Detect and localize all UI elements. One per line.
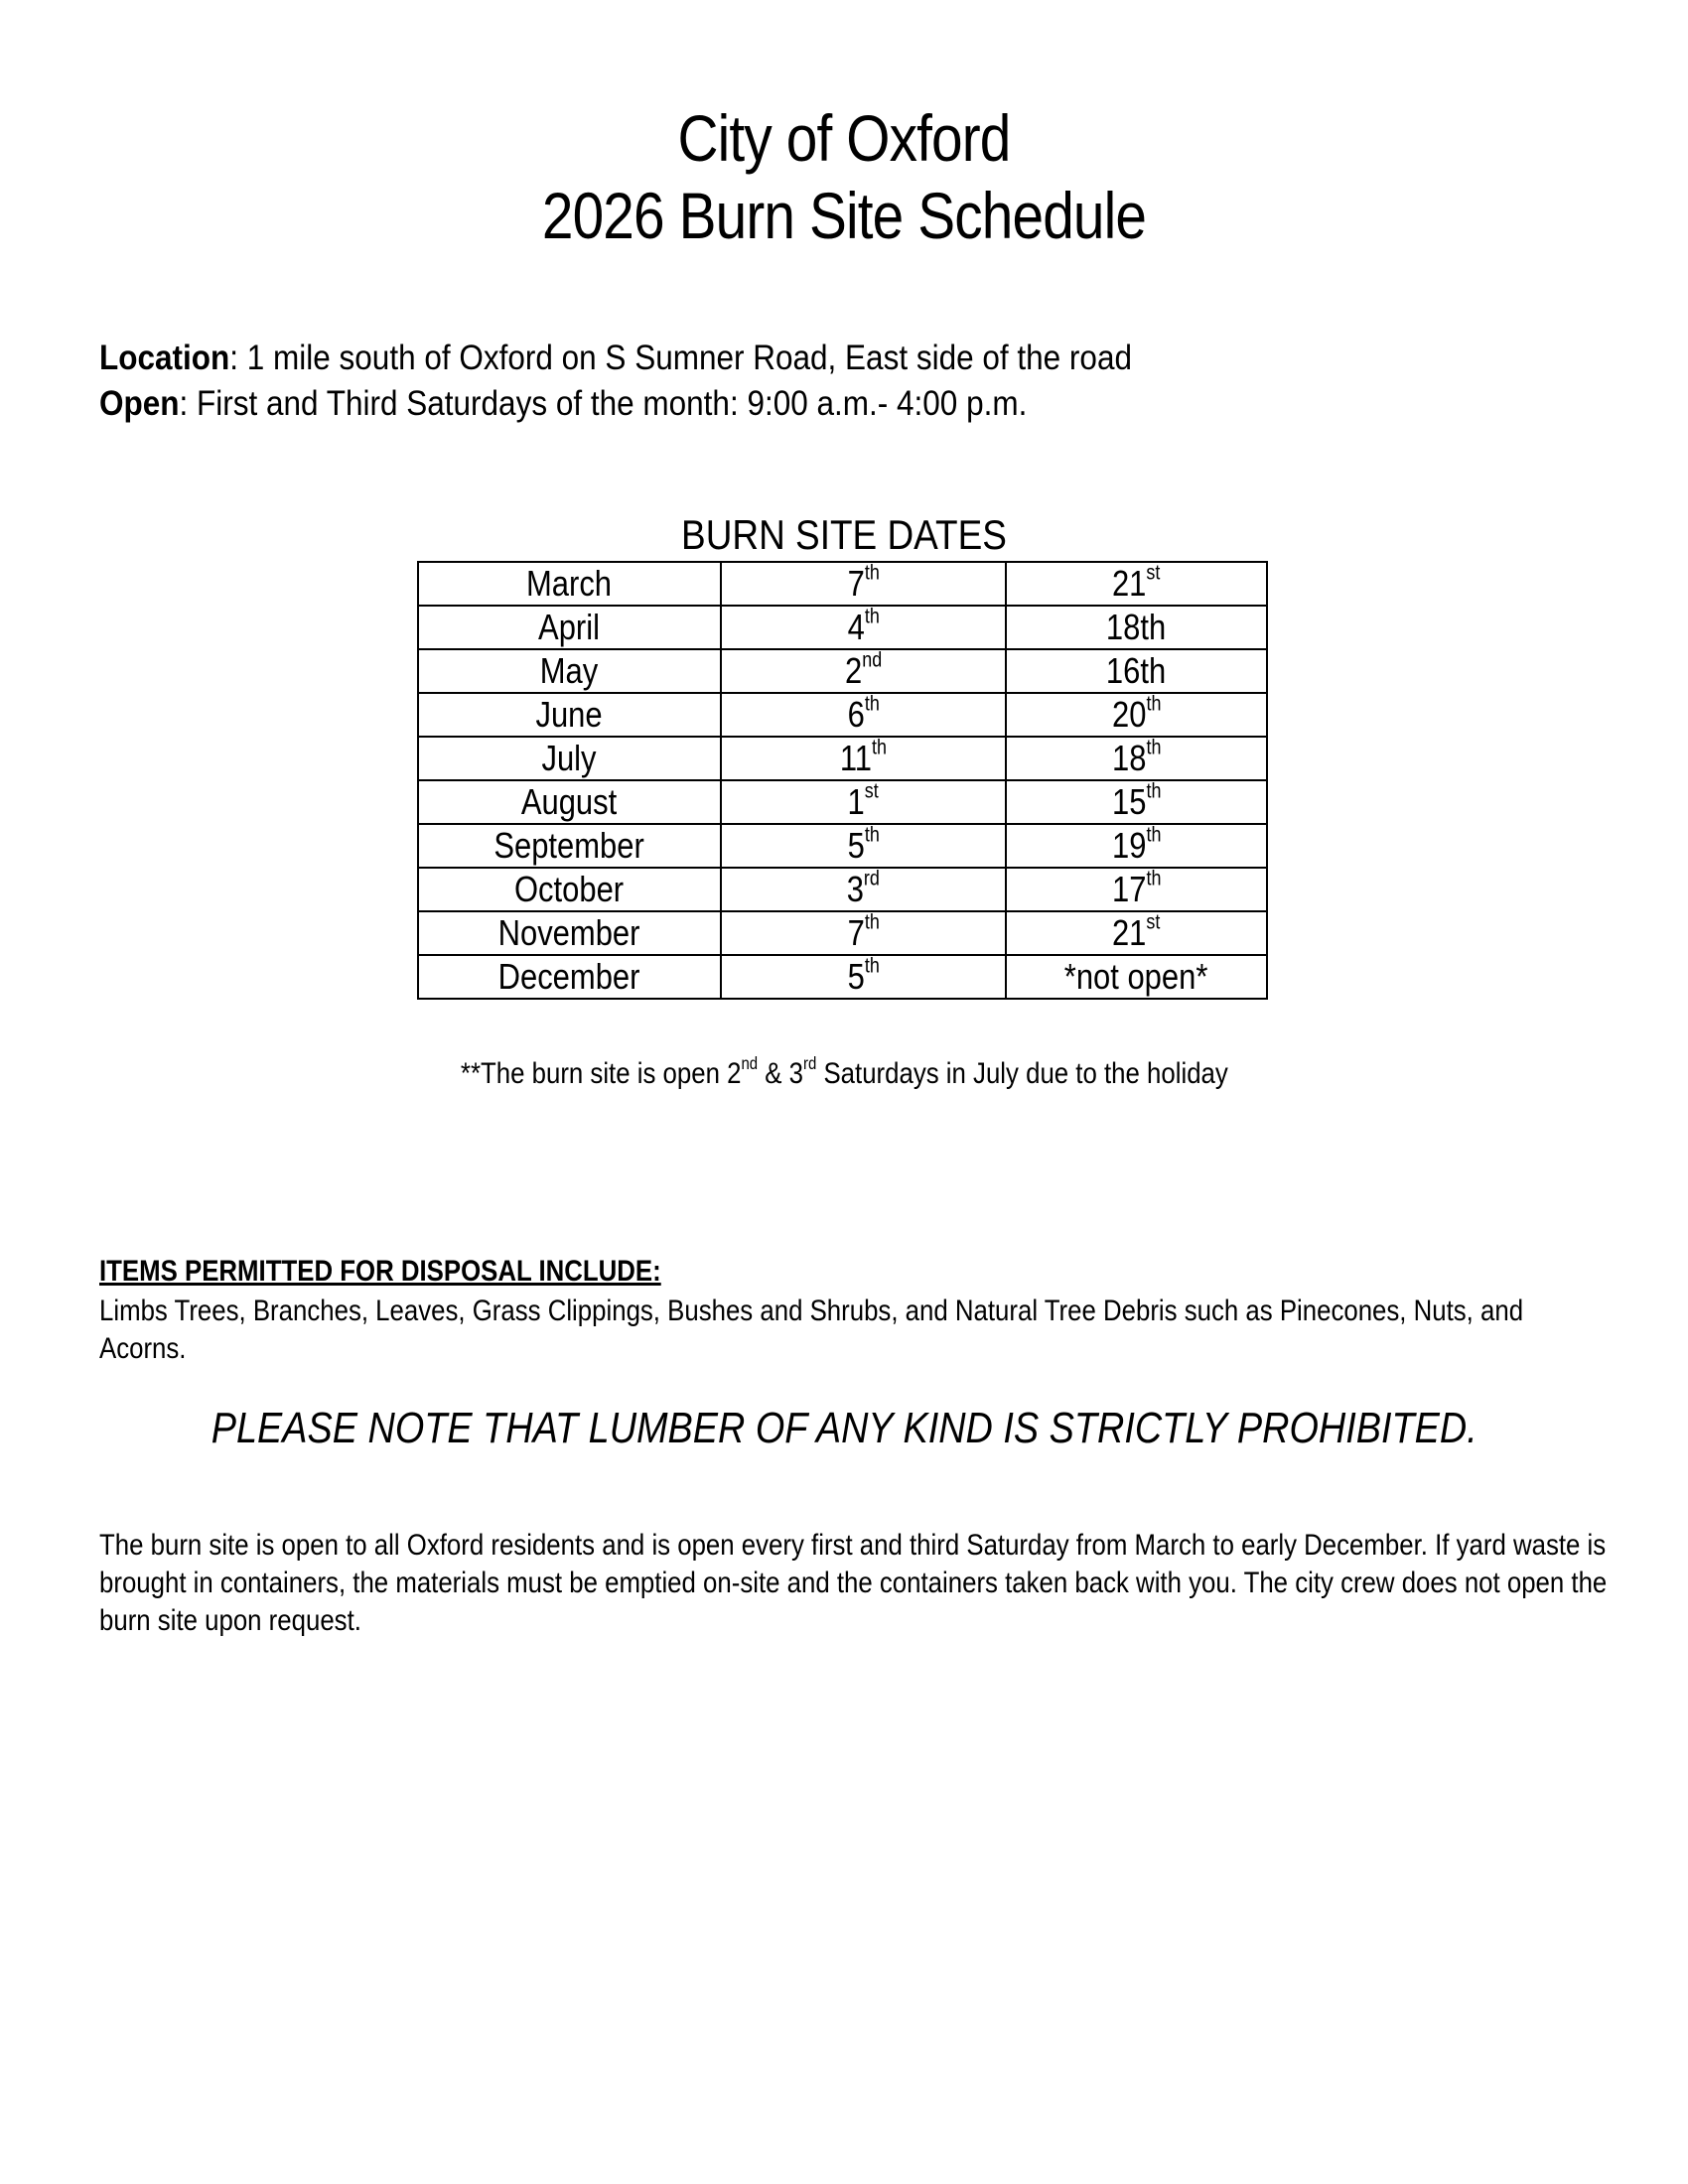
second-date-cell-value: 18 [1111, 738, 1147, 778]
page-title [0, 99, 1688, 254]
month-cell [418, 606, 721, 649]
month-cell [418, 780, 721, 824]
second-date-cell-value: 17 [1111, 869, 1147, 909]
second-date-cell-suffix: th [1146, 779, 1162, 803]
footnote-sup2: rd [802, 1053, 816, 1074]
second-date-cell-value: 20 [1111, 694, 1147, 735]
month-cell-value: December [498, 956, 640, 997]
second-date-cell [1006, 868, 1267, 911]
second-date-cell-value: 18th [1106, 607, 1167, 647]
second-date-cell-value: 15 [1111, 781, 1147, 822]
second-date-cell-suffix: th [1146, 692, 1162, 716]
second-date-cell-suffix: th [1146, 823, 1162, 847]
title-city: City of Oxford [677, 101, 1011, 175]
second-date-cell-value: 16th [1106, 650, 1167, 691]
lumber-notice-text: PLEASE NOTE THAT LUMBER OF ANY KIND IS STRICTLY PROHIBITED. [211, 1404, 1477, 1452]
items-heading: ITEMS PERMITTED FOR DISPOSAL INCLUDE: [99, 1255, 661, 1288]
first-date-cell-value: 7 [847, 912, 865, 953]
month-cell-value: October [514, 869, 625, 909]
first-date-cell [721, 737, 1006, 780]
items-body: Limbs Trees, Branches, Leaves, Grass Clippings, Bushes and Shrubs, and Natural Tree Debris such as Pinecones, Nuts, and Acorns. [99, 1295, 1524, 1365]
first-date-cell-suffix: st [865, 779, 880, 803]
second-date-cell [1006, 562, 1267, 606]
first-date-cell [721, 911, 1006, 955]
table-title: BURN SITE DATES [681, 511, 1007, 558]
first-date-cell [721, 562, 1006, 606]
month-cell-value: July [541, 738, 598, 778]
table-row [418, 649, 1267, 693]
table-row [418, 868, 1267, 911]
month-cell-value: April [538, 607, 601, 647]
first-date-cell-suffix: th [864, 561, 880, 585]
july-footnote [0, 1054, 1688, 1094]
table-row [418, 780, 1267, 824]
second-date-cell [1006, 606, 1267, 649]
month-cell-value: June [535, 694, 604, 735]
month-cell [418, 562, 721, 606]
burn-dates-table [417, 561, 1268, 1000]
closing-paragraph: The burn site is open to all Oxford residents and is open every first and third Saturday from March to early December. If yard waste is brought in containers, the materials must be emptied on-site and the containers taken back with you. The city crew does not open the burn site upon request. [99, 1529, 1608, 1637]
lumber-notice [0, 1402, 1688, 1455]
first-date-cell-value: 3 [846, 869, 865, 909]
month-cell [418, 955, 721, 999]
footnote-part2: & 3 [757, 1057, 803, 1090]
second-date-cell [1006, 780, 1267, 824]
first-date-cell [721, 780, 1006, 824]
location-label: Location [99, 339, 230, 377]
first-date-cell [721, 693, 1006, 737]
month-cell-value: May [540, 650, 599, 691]
first-date-cell [721, 606, 1006, 649]
first-date-cell-suffix: th [872, 736, 888, 759]
month-cell [418, 649, 721, 693]
first-date-cell-suffix: th [864, 823, 880, 847]
second-date-cell [1006, 737, 1267, 780]
first-date-cell [721, 955, 1006, 999]
first-date-cell [721, 649, 1006, 693]
table-row [418, 737, 1267, 780]
second-date-cell-value: *not open* [1064, 956, 1208, 997]
second-date-cell [1006, 649, 1267, 693]
first-date-cell-suffix: nd [862, 648, 883, 672]
location-text: : 1 mile south of Oxford on S Sumner Road, East side of the road [229, 339, 1132, 377]
first-date-cell-value: 2 [844, 650, 863, 691]
first-date-cell-suffix: rd [864, 867, 881, 890]
second-date-cell-value: 21 [1112, 912, 1147, 953]
month-cell-value: March [526, 563, 613, 604]
open-label: Open [99, 384, 180, 423]
first-date-cell-value: 1 [847, 781, 866, 822]
second-date-cell-value: 19 [1111, 825, 1147, 866]
footnote-sup1: nd [741, 1053, 758, 1074]
table-row [418, 911, 1267, 955]
second-date-cell [1006, 693, 1267, 737]
second-date-cell [1006, 911, 1267, 955]
first-date-cell-value: 5 [847, 825, 865, 866]
title-schedule: 2026 Burn Site Schedule [541, 179, 1147, 252]
second-date-cell-suffix: th [1146, 867, 1162, 890]
first-date-cell-suffix: th [864, 605, 880, 628]
open-text: : First and Third Saturdays of the month: 9:00 a.m.- 4:00 p.m. [179, 384, 1028, 423]
site-info [99, 336, 1132, 427]
month-cell [418, 868, 721, 911]
table-row [418, 824, 1267, 868]
open-line [99, 381, 1132, 427]
footnote-part1: **The burn site is open 2 [460, 1057, 742, 1090]
first-date-cell-suffix: th [864, 910, 880, 934]
second-date-cell-suffix: st [1146, 910, 1161, 934]
first-date-cell-value: 4 [847, 607, 865, 647]
table-row [418, 693, 1267, 737]
footnote-part3: Saturdays in July due to the holiday [815, 1057, 1228, 1090]
month-cell [418, 693, 721, 737]
table-row [418, 606, 1267, 649]
first-date-cell [721, 824, 1006, 868]
table-row [418, 562, 1267, 606]
month-cell [418, 737, 721, 780]
second-date-cell [1006, 824, 1267, 868]
month-cell [418, 911, 721, 955]
second-date-cell [1006, 955, 1267, 999]
second-date-cell-value: 21 [1112, 563, 1147, 604]
first-date-cell-value: 5 [847, 956, 865, 997]
second-date-cell-suffix: th [1146, 736, 1162, 759]
first-date-cell [721, 868, 1006, 911]
second-date-cell-suffix: st [1146, 561, 1161, 585]
month-cell-value: November [498, 912, 640, 953]
month-cell [418, 824, 721, 868]
first-date-cell-suffix: th [864, 692, 880, 716]
first-date-cell-suffix: th [864, 954, 880, 978]
month-cell-value: August [521, 781, 618, 822]
location-line [99, 336, 1132, 381]
table-row [418, 955, 1267, 999]
month-cell-value: September [493, 825, 645, 866]
first-date-cell-value: 11 [839, 738, 873, 778]
first-date-cell-value: 6 [847, 694, 865, 735]
first-date-cell-value: 7 [847, 563, 865, 604]
